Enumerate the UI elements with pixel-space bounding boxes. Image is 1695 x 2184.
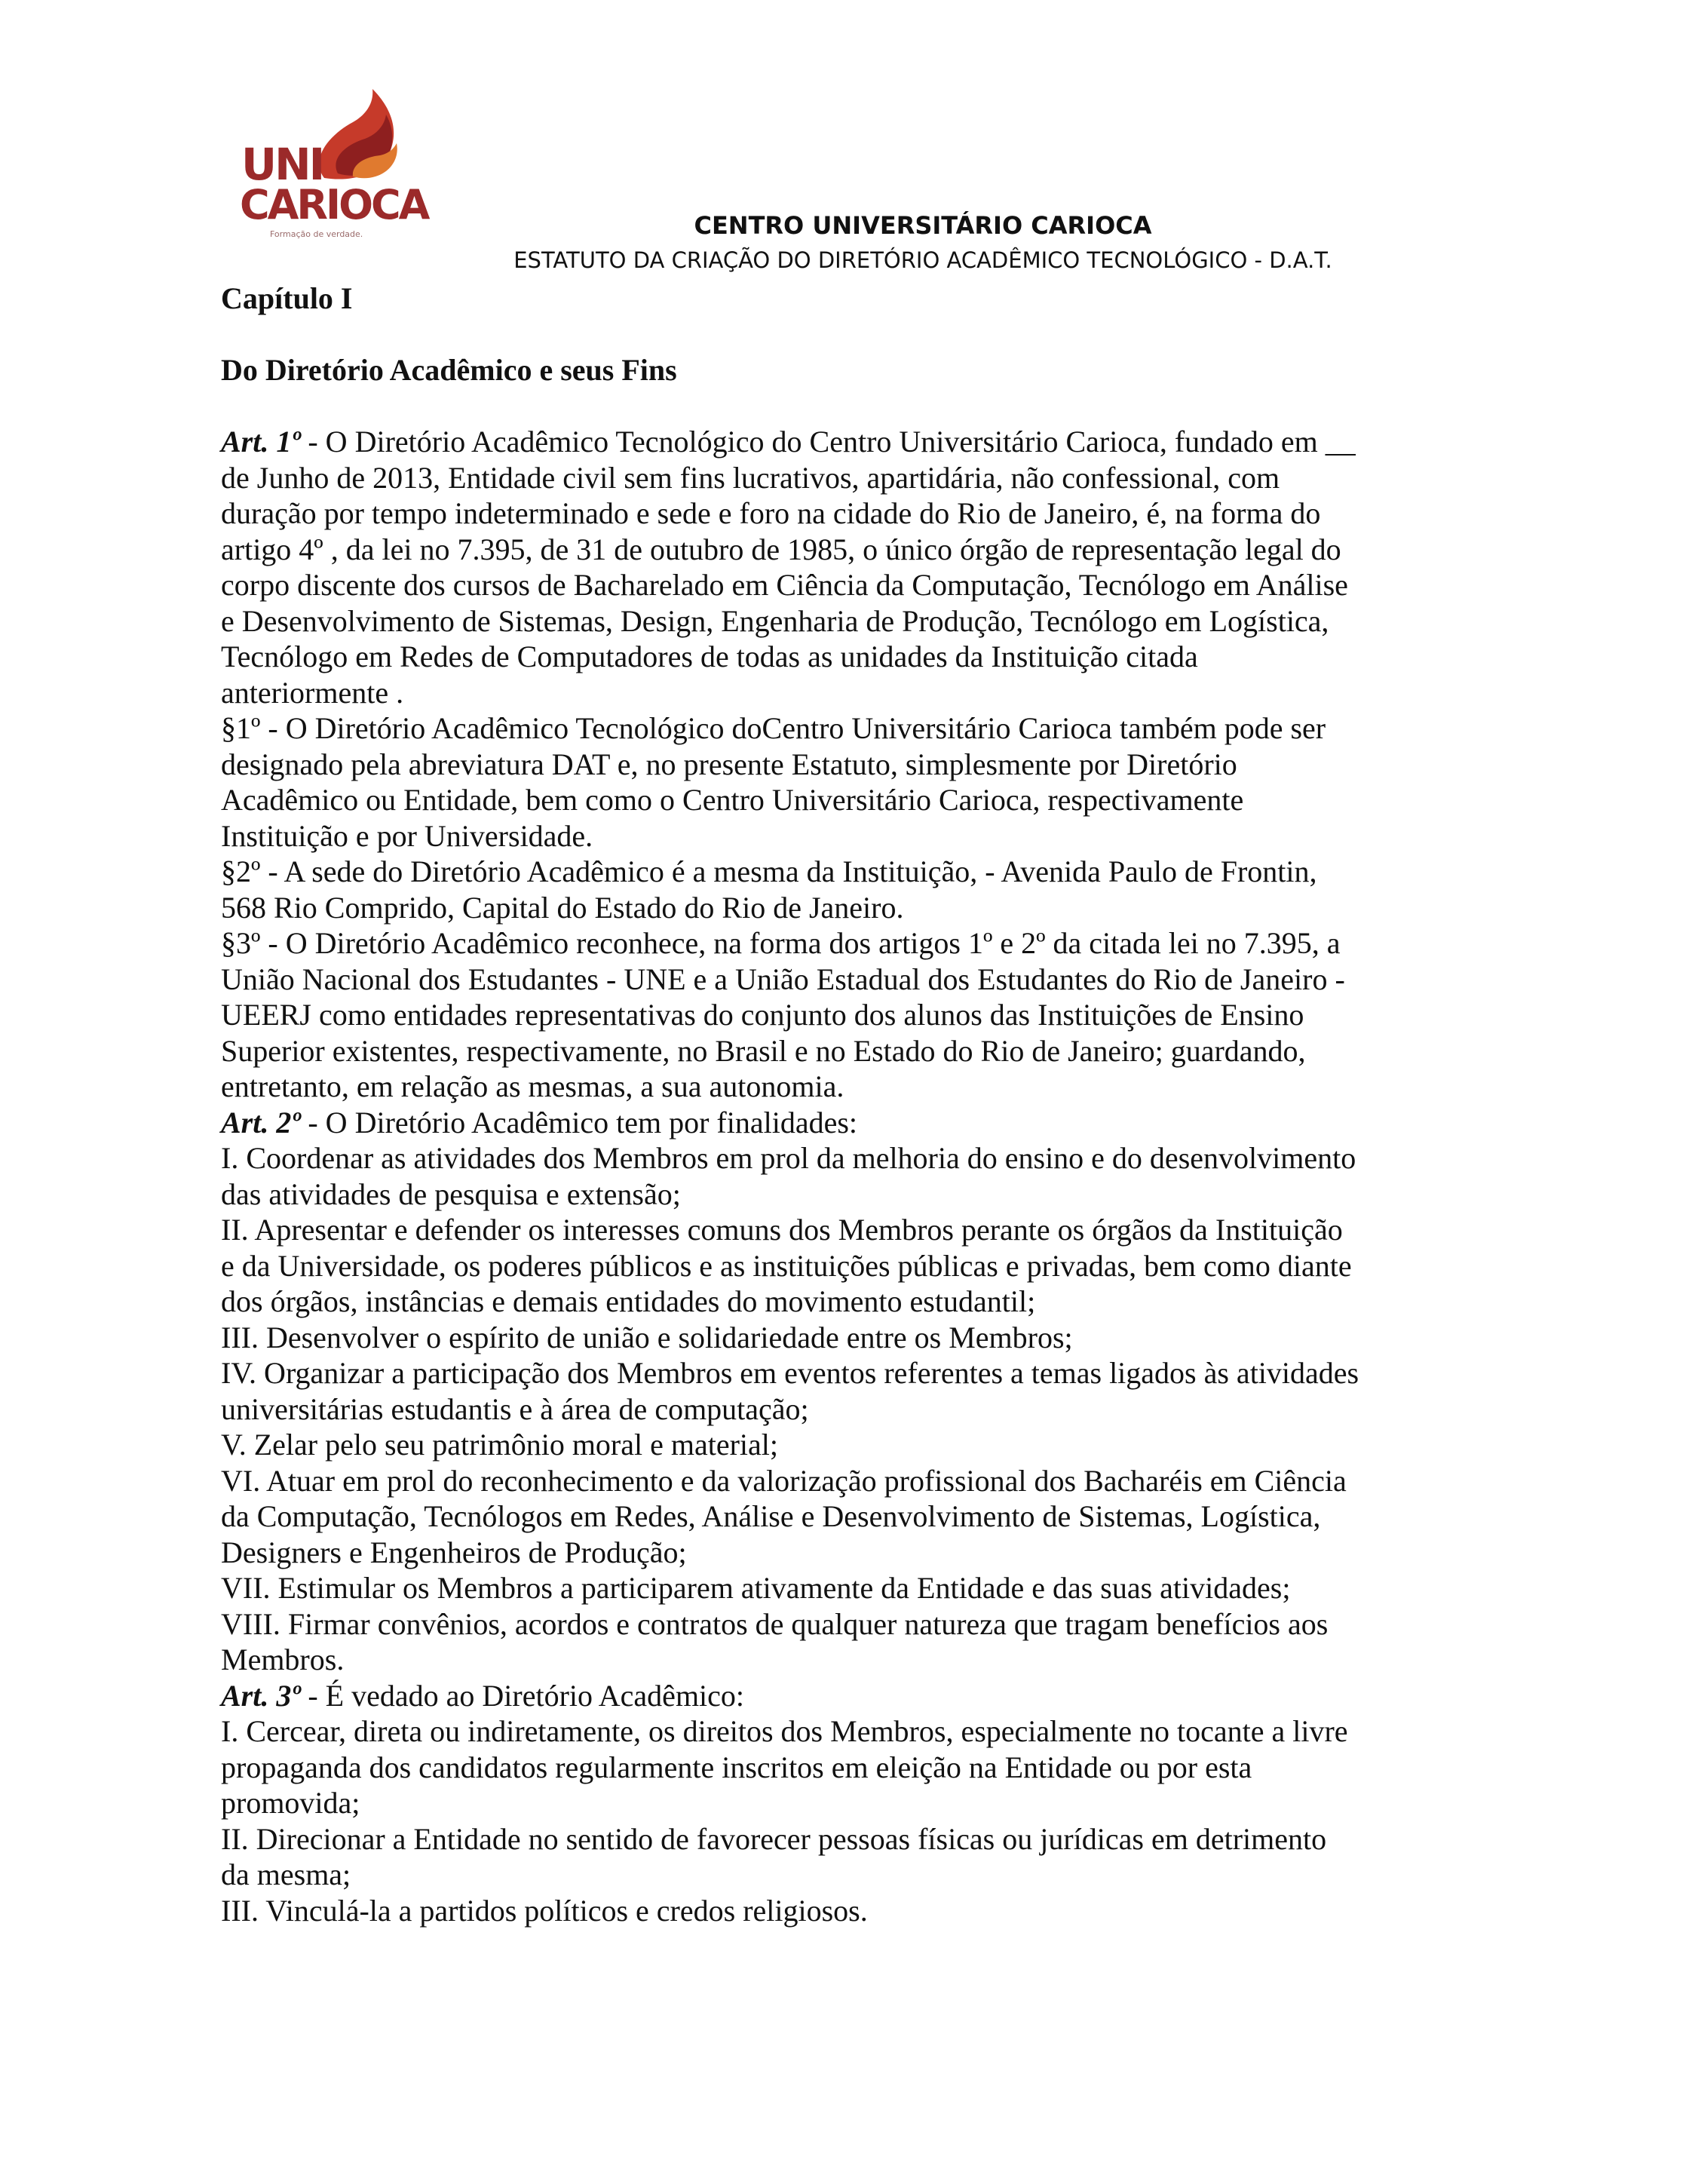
- article-3-text: - É vedado ao Diretório Acadêmico:: [300, 1678, 745, 1713]
- article-2-item: IV. Organizar a participação dos Membros em eventos referentes a temas ligados às atividades universitárias estudantis e à área de computação;: [221, 1356, 1359, 1426]
- article-3: [221, 1678, 1359, 1714]
- article-2: [221, 1105, 1359, 1141]
- article-3-item: I. Cercear, direta ou indiretamente, os direitos dos Membros, especialmente no tocante a livre propaganda dos candidatos regularmente inscritos em eleição na Entidade ou por esta promovida;: [221, 1714, 1348, 1820]
- document-body: [221, 281, 1359, 1928]
- article-1-paragraph-1: §1º - O Diretório Acadêmico Tecnológico doCentro Universitário Carioca também pode ser designado pela abreviatura DAT e, no presente Estatuto, simplesmente por Diretório Acadêmico ou Entidade, bem como o Centro Universitário Carioca, respectivamente Instituição e por Universidade.: [221, 711, 1326, 853]
- article-2-item: VII. Estimular os Membros a participarem ativamente da Entidade e das suas atividades;: [221, 1571, 1291, 1605]
- article-2-item: V. Zelar pelo seu patrimônio moral e material;: [221, 1428, 779, 1462]
- article-2-label: Art. 2º: [221, 1105, 301, 1140]
- document-title: ESTATUTO DA CRIAÇÃO DO DIRETÓRIO ACADÊMICO TECNOLÓGICO - D.A.T.: [513, 247, 1332, 273]
- article-1-paragraph-2: §2º - A sede do Diretório Acadêmico é a mesma da Instituição, - Avenida Paulo de Frontin, 568 Rio Comprido, Capital do Estado do Rio de Janeiro.: [221, 854, 1317, 925]
- article-3-item: III. Vinculá-la a partidos políticos e credos religiosos.: [221, 1893, 868, 1928]
- logo-text-top: UNI: [241, 139, 323, 190]
- article-2-item: VI. Atuar em prol do reconhecimento e da valorização profissional dos Bacharéis em Ciência da Computação, Tecnólogos em Redes, Análise e Desenvolvimento de Sistemas, Logística, Designers e Engenheiros de Produção;: [221, 1463, 1347, 1569]
- chapter-heading: Capítulo I: [221, 281, 353, 315]
- spacer: [221, 388, 1359, 425]
- logo-text-bottom: CARIOCA: [240, 181, 428, 229]
- article-2-item: III. Desenvolver o espírito de união e solidariedade entre os Membros;: [221, 1320, 1073, 1354]
- article-3-label: Art. 3º: [221, 1678, 301, 1713]
- article-2-item: I. Coordenar as atividades dos Membros em prol da melhoria do ensino e do desenvolvimento das atividades de pesquisa e extensão;: [221, 1141, 1356, 1211]
- article-1-paragraph-3: §3º - O Diretório Acadêmico reconhece, na forma dos artigos 1º e 2º da citada lei no 7.395, a União Nacional dos Estudantes - UNE e a União Estadual dos Estudantes do Rio de Janeiro - UEERJ como entidades representativas do conjunto dos alunos das Instituições de Ensino Superior existentes, respectivamente, no Brasil e no Estado do Rio de Janeiro; guardando, entretanto, em relação as mesmas, a sua autonomia.: [221, 926, 1345, 1103]
- logo-tagline: Formação de verdade.: [270, 229, 363, 239]
- institution-title: CENTRO UNIVERSITÁRIO CARIOCA: [694, 211, 1152, 240]
- article-1-label: Art. 1º: [221, 425, 301, 459]
- article-2-text: - O Diretório Acadêmico tem por finalidades:: [300, 1105, 858, 1140]
- article-3-item: II. Direcionar a Entidade no sentido de favorecer pessoas físicas ou jurídicas em detrimento da mesma;: [221, 1821, 1327, 1891]
- section-heading: Do Diretório Acadêmico e seus Fins: [221, 353, 677, 387]
- article-1-text: - O Diretório Acadêmico Tecnológico do Centro Universitário Carioca, fundado em __ de Junho de 2013, Entidade civil sem fins lucrativos, apartidária, não confessional, com duração por tempo indeterminado e sede e foro na cidade do Rio de Janeiro, é, na forma do artigo 4º , da lei no 7.395, de 31 de outubro de 1985, o único órgão de representação legal do corpo discente dos cursos de Bacharelado em Ciência da Computação, Tecnólogo em Análise e Desenvolvimento de Sistemas, Design, Engenharia de Produção, Tecnólogo em Logística, Tecnólogo em Redes de Computadores de todas as unidades da Instituição citada anteriormente .: [221, 425, 1356, 710]
- article-2-item: II. Apresentar e defender os interesses comuns dos Membros perante os órgãos da Instituição e da Universidade, os poderes públicos e as instituições públicas e privadas, bem como diante dos órgãos, instâncias e demais entidades do movimento estudantil;: [221, 1213, 1352, 1318]
- spacer: [221, 317, 1359, 353]
- article-2-item: VIII. Firmar convênios, acordos e contratos de qualquer natureza que tragam benefícios aos Membros.: [221, 1606, 1329, 1676]
- article-1: [221, 424, 1359, 710]
